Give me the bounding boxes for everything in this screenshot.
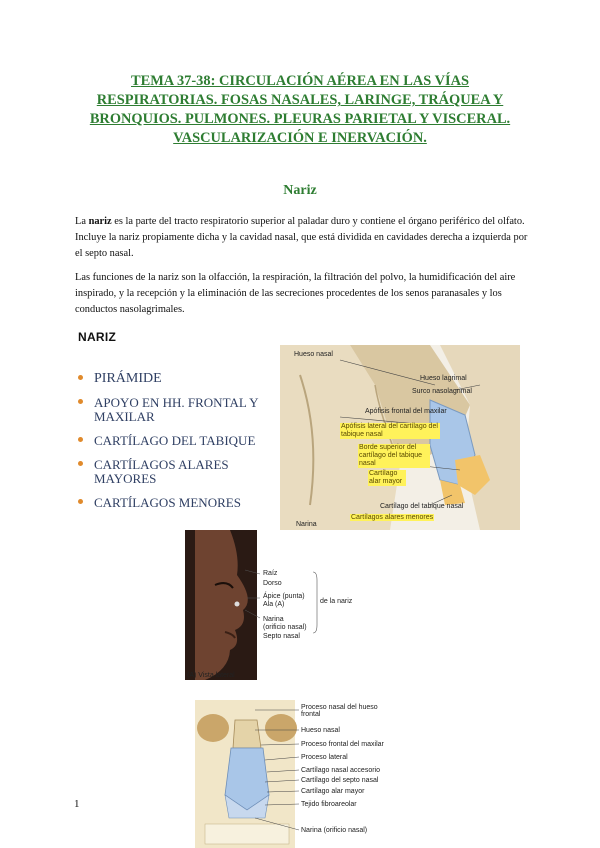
bullet-item — [78, 458, 278, 486]
bullet-dot-icon — [78, 375, 83, 380]
label-proceso-lateral: Proceso lateral — [301, 754, 348, 761]
bullet-item — [78, 496, 278, 510]
bullet-text: CARTÍLAGOS MENORES — [94, 495, 241, 510]
page-number: 1 — [74, 798, 80, 810]
bullet-text: PIRÁMIDE — [94, 371, 162, 386]
label-borde-superior: Borde superior del cartílago del tabique nasal — [358, 444, 430, 468]
label-cartilago-tabique: Cartílago del tabique nasal — [380, 503, 464, 510]
label-orificio: (orificio nasal) — [263, 624, 307, 631]
label-surco-nasolagrimal: Surco nasolagrimal — [412, 388, 472, 395]
label-hueso-nasal: Hueso nasal — [294, 351, 333, 358]
paragraph-definition — [75, 214, 530, 262]
label-apice: Ápice (punta) — [263, 593, 305, 600]
bullet-dot-icon — [78, 461, 83, 466]
section-heading-nariz: Nariz — [283, 183, 317, 198]
label-hueso-lagrimal: Hueso lagrimal — [420, 375, 467, 382]
label-cartilago-accesorio: Cartílago nasal accesorio — [301, 767, 380, 774]
label-dorso: Dorso — [263, 580, 282, 587]
bullet-text: APOYO EN HH. FRONTAL Y MAXILAR — [94, 395, 258, 424]
label-hueso-nasal-frontal: Hueso nasal — [301, 727, 340, 734]
label-septo: Septo nasal — [263, 633, 300, 640]
figure-frontal-nasal — [195, 700, 385, 848]
label-cartilago-alar-frontal: Cartílago alar mayor — [301, 788, 365, 795]
document-title: TEMA 37-38: CIRCULACIÓN AÉREA EN LAS VÍAS RESPIRATORIAS. FOSAS NASALES, LARINGE, TRÁQUEA Y BRONQUIOS. PULMONES. PLEURAS PARIETAL Y VISCERAL. VASCULARIZACIÓN E INERVACIÓN. — [89, 73, 511, 146]
label-cartilagos-menores: Cartílagos alares menores — [351, 514, 434, 521]
paragraph-definition-pre: La — [75, 216, 89, 227]
bullet-text: CARTÍLAGOS ALARES MAYORES — [94, 457, 229, 486]
label-de-la-nariz: de la nariz — [320, 598, 353, 605]
bullet-dot-icon — [78, 399, 83, 404]
label-cartilago-septo: Cartílago del septo nasal — [301, 777, 379, 784]
slide-bullet-list — [78, 372, 278, 520]
figure-face-caption: (A) Vista lateral — [187, 672, 235, 679]
label-ala: Ala (A) — [263, 601, 285, 608]
bullet-item — [78, 372, 278, 386]
paragraph-definition-post: es la parte del tracto respiratorio superior al paladar duro y contiene el órgano periférico del olfato. Incluye la nariz propiamente dicha y la cavidad nasal, que está dividida en cavidades derecha a izquierda por el septo nasal. — [75, 216, 528, 259]
bullet-item — [78, 396, 278, 424]
label-proceso-frontal: Proceso frontal del maxilar — [301, 741, 384, 748]
label-narina: Narina — [296, 521, 317, 528]
paragraph-definition-bold: nariz — [88, 216, 112, 227]
label-cartilago-alar: Cartílago alar mayor — [368, 470, 406, 486]
bullet-dot-icon — [78, 499, 83, 504]
bullet-item — [78, 434, 278, 448]
figure-nasal-skeleton — [280, 345, 520, 530]
label-narina-face: Narina — [263, 616, 284, 623]
figure-face-lateral — [185, 530, 355, 685]
bullet-text: CARTÍLAGO DEL TABIQUE — [94, 433, 256, 448]
label-proceso-nasal: Proceso nasal del hueso frontal — [301, 704, 378, 718]
frontal-skull-illustration — [195, 700, 385, 848]
paragraph-functions: Las funciones de la nariz son la olfacción, la respiración, la filtración del polvo, la humidificación del aire inspirado, y la recepción y la eliminación de las secreciones procedentes de los senos paranasales y los conductos nasolagrimales. — [75, 272, 516, 315]
label-raiz: Raíz — [263, 570, 278, 577]
label-narina-frontal: Narina (orificio nasal) — [301, 827, 368, 834]
label-tejido-fibroareolar: Tejido fibroareolar — [301, 801, 357, 808]
label-apofisis-frontal: Apófisis frontal del maxilar — [365, 408, 447, 415]
bullet-dot-icon — [78, 437, 83, 442]
slide-title: NARIZ — [78, 330, 117, 344]
label-apofisis-lateral: Apófisis lateral del cartílago del tabique nasal — [340, 423, 440, 439]
